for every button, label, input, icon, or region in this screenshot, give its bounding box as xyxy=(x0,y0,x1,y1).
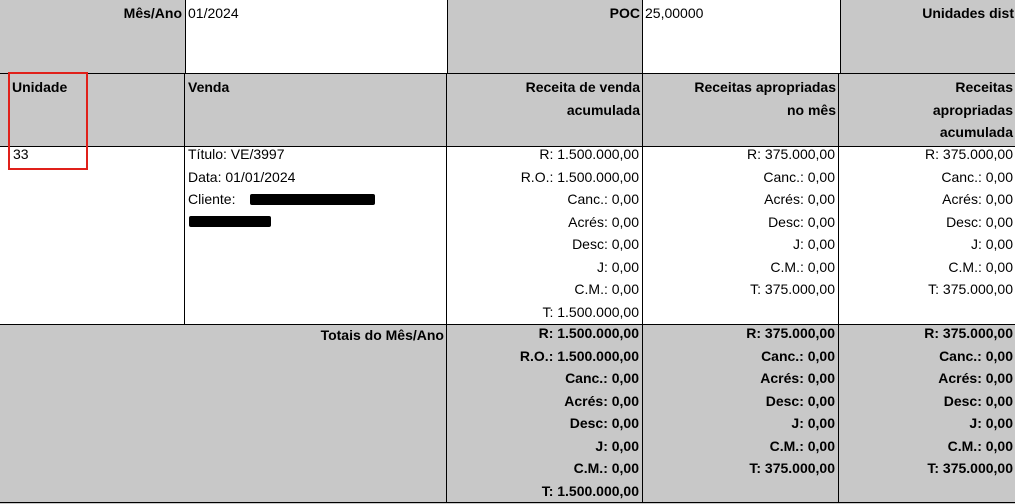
poc-label: POC xyxy=(609,5,640,21)
total-line: R: 375.000,00 xyxy=(924,325,1013,341)
value-line: R.O.: 1.500.000,00 xyxy=(520,168,639,185)
value-line: J: 0,00 xyxy=(596,258,639,275)
header-line: Receitas apropriadas xyxy=(694,79,836,95)
unidades-label: Unidades dist xyxy=(922,5,1014,21)
total-line: T: 375.000,00 xyxy=(749,460,835,476)
mes-ano-value: 01/2024 xyxy=(188,5,239,21)
column-header-receitas-apropriadas-mes xyxy=(643,76,836,121)
value-line: J: 0,00 xyxy=(792,236,835,252)
redacted-cliente-name xyxy=(250,194,375,205)
header-line: Receitas xyxy=(955,79,1013,95)
column-header-receitas-apropriadas-acumulada xyxy=(839,76,1013,144)
totals-label: Totais do Mês/Ano xyxy=(320,327,444,343)
total-line: R: 375.000,00 xyxy=(746,325,835,341)
row-receitas-apropriadas-acumulada xyxy=(839,143,1013,301)
total-line: C.M.: 0,00 xyxy=(573,460,639,476)
header-line: acumulada xyxy=(566,101,640,118)
mes-ano-label: Mês/Ano xyxy=(123,5,182,21)
value-line: C.M.: 0,00 xyxy=(948,258,1013,275)
totals-receita-venda-acumulada xyxy=(447,322,639,502)
value-line: T: 375.000,00 xyxy=(750,281,835,297)
total-line: Acrés: 0,00 xyxy=(938,370,1013,386)
grid-line xyxy=(0,73,1015,74)
total-line: J: 0,00 xyxy=(791,415,835,431)
total-line: Desc: 0,00 xyxy=(943,392,1013,409)
value-line: C.M.: 0,00 xyxy=(574,281,639,297)
venda-titulo: Título: VE/3997 xyxy=(188,146,285,162)
grid-line xyxy=(642,0,643,73)
value-line: R: 375.000,00 xyxy=(747,146,835,162)
totals-receitas-apropriadas-acumulada xyxy=(839,322,1013,480)
row-receitas-apropriadas-mes xyxy=(643,143,835,301)
value-line: Acrés: 0,00 xyxy=(568,213,639,230)
redacted-cliente-name-2 xyxy=(189,216,271,227)
total-line: Canc.: 0,00 xyxy=(565,370,639,386)
header-line: apropriadas xyxy=(932,101,1013,118)
total-line: J: 0,00 xyxy=(595,437,639,454)
value-line: Acrés: 0,00 xyxy=(942,191,1013,207)
value-line: C.M.: 0,00 xyxy=(770,258,835,275)
column-header-venda: Venda xyxy=(188,79,230,95)
value-line: Desc: 0,00 xyxy=(946,213,1013,230)
total-line: C.M.: 0,00 xyxy=(769,437,835,454)
venda-data: Data: 01/01/2024 xyxy=(188,168,296,185)
value-line: T: 375.000,00 xyxy=(928,281,1013,297)
total-line: T: 375.000,00 xyxy=(927,460,1013,476)
total-line: R.O.: 1.500.000,00 xyxy=(519,347,639,364)
poc-value: 25,00000 xyxy=(645,5,704,21)
column-header-unidade: Unidade xyxy=(12,79,68,95)
value-line: R: 375.000,00 xyxy=(925,146,1013,162)
value-line: Canc.: 0,00 xyxy=(941,168,1013,185)
total-line: Acrés: 0,00 xyxy=(760,370,835,386)
grid-line xyxy=(0,502,1015,503)
value-line: Canc.: 0,00 xyxy=(763,168,835,185)
value-line: J: 0,00 xyxy=(970,236,1013,252)
header-line: Receita de venda xyxy=(525,79,640,95)
total-line: Desc: 0,00 xyxy=(765,392,835,409)
total-line: Canc.: 0,00 xyxy=(761,347,835,364)
column-header-receita-venda-acumulada xyxy=(447,76,640,121)
total-line: Acrés: 0,00 xyxy=(564,392,639,409)
venda-cliente-label: Cliente: xyxy=(188,191,236,207)
total-line: T: 1.500.000,00 xyxy=(541,482,639,499)
value-line: Canc.: 0,00 xyxy=(567,191,639,207)
value-line: Desc: 0,00 xyxy=(572,236,639,252)
row-unidade-value: 33 xyxy=(13,146,29,162)
total-line: Desc: 0,00 xyxy=(569,415,639,431)
header-line: no mês xyxy=(786,101,836,118)
value-line: T: 1.500.000,00 xyxy=(542,303,639,320)
row-receita-venda-acumulada xyxy=(447,143,639,323)
value-line: R: 1.500.000,00 xyxy=(539,146,639,162)
grid-line xyxy=(185,0,186,73)
value-line: Desc: 0,00 xyxy=(768,213,835,230)
total-line: J: 0,00 xyxy=(969,415,1013,431)
grid-line xyxy=(184,73,185,324)
totals-receitas-apropriadas-mes xyxy=(643,322,835,480)
header-line: acumulada xyxy=(939,124,1013,140)
total-line: C.M.: 0,00 xyxy=(947,437,1013,454)
total-line: Canc.: 0,00 xyxy=(939,347,1013,364)
value-line: Acrés: 0,00 xyxy=(764,191,835,207)
total-line: R: 1.500.000,00 xyxy=(538,325,639,341)
